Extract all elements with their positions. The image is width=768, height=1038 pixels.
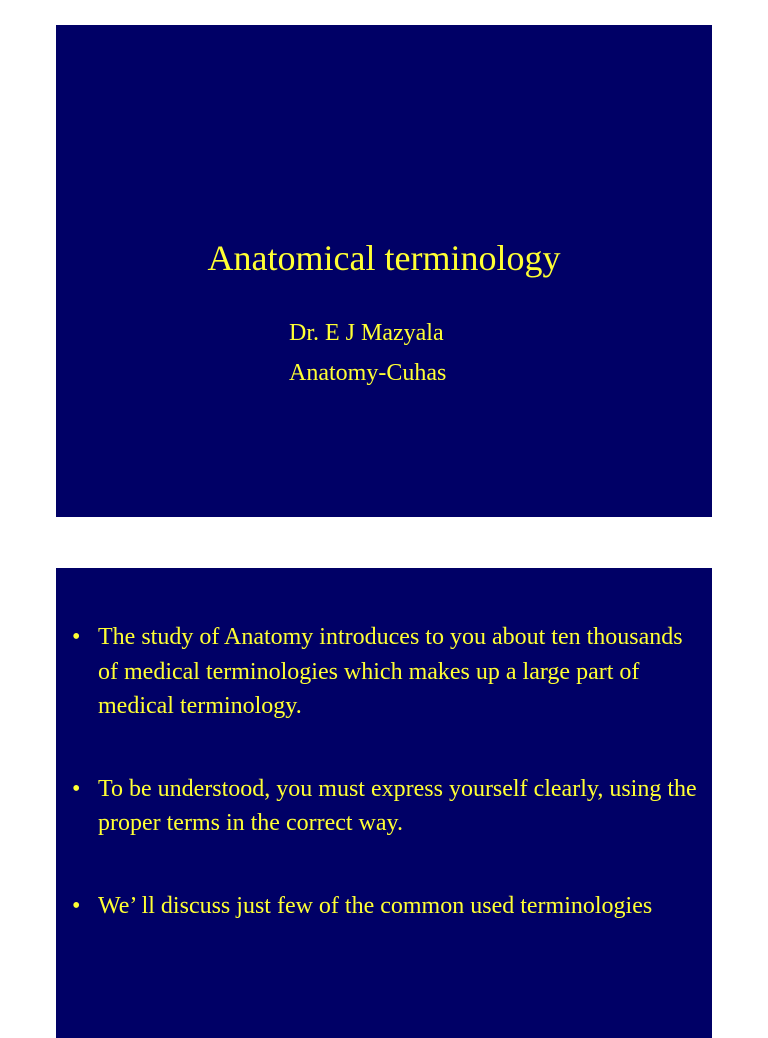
author-affiliation: Anatomy-Cuhas bbox=[289, 360, 447, 386]
bullet-icon: • bbox=[72, 624, 81, 650]
bullet-icon: • bbox=[72, 775, 81, 802]
bullet-icon: • bbox=[72, 892, 81, 919]
title-slide bbox=[56, 25, 712, 517]
bullet-text: The study of Anatomy introduces to you about ten thousands of medical terminologies which makes up a large part of medical terminology. bbox=[98, 624, 683, 719]
bullet-item bbox=[72, 620, 700, 724]
content-slide bbox=[56, 568, 712, 1038]
bullet-item bbox=[72, 772, 700, 841]
slide-title: Anatomical terminology bbox=[207, 238, 561, 278]
author-name: Dr. E J Mazyala bbox=[289, 320, 444, 346]
bullet-list bbox=[72, 620, 700, 971]
bullet-text: We’ ll discuss just few of the common used terminologies bbox=[98, 892, 653, 919]
bullet-text: To be understood, you must express yourself clearly, using the proper terms in the correct way. bbox=[98, 775, 697, 836]
bullet-item bbox=[72, 889, 700, 924]
author-block bbox=[289, 313, 446, 393]
